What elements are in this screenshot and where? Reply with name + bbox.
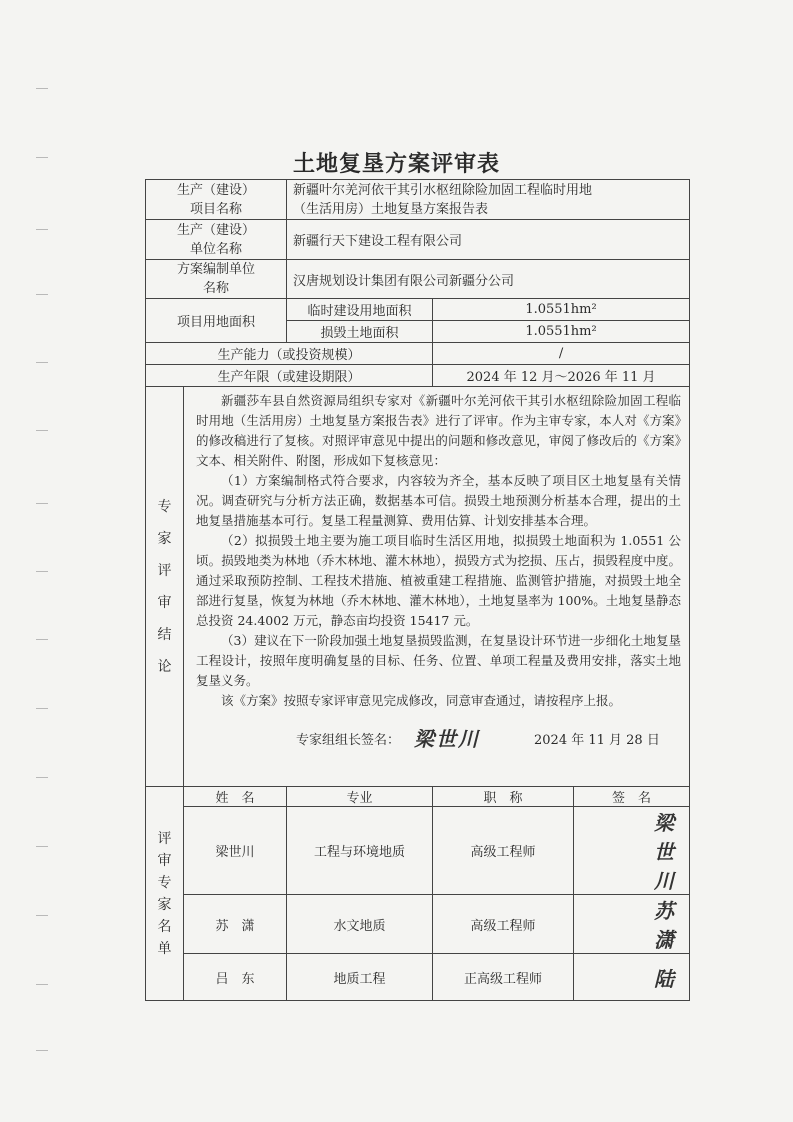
expert-list-label: 评 审 专 家 名 单 xyxy=(146,787,184,1001)
expert-review-label: 专 家 评 审 结 论 xyxy=(146,387,184,787)
margin-mark xyxy=(36,88,48,89)
review-form-table xyxy=(145,179,690,1001)
col-header-title: 职 称 xyxy=(433,787,574,807)
compiler-unit-value: 汉唐规划设计集团有限公司新疆分公司 xyxy=(287,260,690,299)
expert-major: 工程与环境地质 xyxy=(287,807,433,895)
expert-major: 地质工程 xyxy=(287,954,433,1001)
capacity-row xyxy=(146,343,690,365)
margin-mark xyxy=(36,294,48,295)
margin-mark xyxy=(36,571,48,572)
temp-area-value: 1.0551hm² xyxy=(433,299,690,321)
leader-sign-label: 专家组组长签名： xyxy=(296,733,401,748)
margin-mark xyxy=(36,846,48,847)
expert-review-content xyxy=(184,387,690,787)
margin-mark xyxy=(36,915,48,916)
compiler-unit-row xyxy=(146,260,690,299)
margin-mark xyxy=(36,708,48,709)
period-label: 生产年限（或建设期限） xyxy=(146,365,433,387)
review-paragraph: 新疆莎车县自然资源局组织专家对《新疆叶尔羌河依干其引水枢纽除险加固工程临时用地（生活用房）土地复垦方案报告表》进行了评审。作为主审专家，本人对《方案》的修改稿进行了复核。对照评审意见中提出的问题和修改意见，审阅了修改后的《方案》文本、相关附件、附图，形成如下复核意见： xyxy=(196,393,682,468)
period-row xyxy=(146,365,690,387)
margin-mark xyxy=(36,777,48,778)
construction-unit-label: 生产（建设） 单位名称 xyxy=(146,220,287,260)
expert-review-row xyxy=(146,387,690,787)
col-header-signature: 签 名 xyxy=(574,787,690,807)
expert-name: 梁世川 xyxy=(184,807,287,895)
margin-mark xyxy=(36,430,48,431)
construction-unit-row xyxy=(146,220,690,260)
project-name-value: 新疆叶尔羌河依干其引水枢纽除险加固工程临时用地 （生活用房）土地复垦方案报告表 xyxy=(287,180,690,220)
table-row xyxy=(146,807,690,895)
margin-mark xyxy=(36,503,48,504)
col-header-major: 专业 xyxy=(287,787,433,807)
capacity-label: 生产能力（或投资规模） xyxy=(146,343,433,365)
capacity-value: / xyxy=(433,343,690,365)
page-title: 土地复垦方案评审表 xyxy=(292,152,500,177)
damaged-area-value: 1.0551hm² xyxy=(433,321,690,343)
sign-date: 2024 年 11 月 28 日 xyxy=(534,733,660,748)
leader-signature: 梁世川 xyxy=(414,727,480,751)
expert-major: 水文地质 xyxy=(287,895,433,954)
table-row xyxy=(146,954,690,1001)
damaged-area-label: 损毁土地面积 xyxy=(287,321,433,343)
table-row xyxy=(146,895,690,954)
expert-name: 吕 东 xyxy=(184,954,287,1001)
col-header-name: 姓 名 xyxy=(184,787,287,807)
expert-title: 高级工程师 xyxy=(433,895,574,954)
expert-title: 正高级工程师 xyxy=(433,954,574,1001)
expert-name: 苏 潇 xyxy=(184,895,287,954)
expert-title: 高级工程师 xyxy=(433,807,574,895)
review-paragraph: （2）拟损毁土地主要为施工项目临时生活区用地，拟损毁土地面积为 1.0551 公顷。损毁地类为林地（乔木林地、灌木林地），损毁方式为挖损、压占，损毁程度中度。通过采取预防控制、工程技术措施、植被重建工程措施、监测管护措施，对损毁土地全部进行复垦，恢复为林地（乔木林地、灌木林地），土地复垦率为 100%。土地复垦静态总投资 24.4002 万元，静态亩均投资 15417 元。 xyxy=(196,533,682,628)
expert-signature: 陆 xyxy=(654,966,677,991)
period-value: 2024 年 12 月～2026 年 11 月 xyxy=(433,365,690,387)
compiler-unit-label: 方案编制单位 名称 xyxy=(146,260,287,299)
margin-mark xyxy=(36,1050,48,1051)
margin-mark xyxy=(36,362,48,363)
margin-mark xyxy=(36,229,48,230)
temp-area-row xyxy=(146,299,690,321)
land-area-label: 项目用地面积 xyxy=(146,299,287,343)
review-paragraph: （1）方案编制格式符合要求，内容较为齐全，基本反映了项目区土地复垦有关情况。调查研究与分析方法正确，数据基本可信。损毁土地预测分析基本合理，提出的土地复垦措施基本可行。复垦工程量测算、费用估算、计划安排基本合理。 xyxy=(196,473,682,528)
experts-header-row xyxy=(146,787,690,807)
margin-mark xyxy=(36,984,48,985)
temp-area-label: 临时建设用地面积 xyxy=(287,299,433,321)
review-paragraph: 该《方案》按照专家评审意见完成修改，同意审查通过，请按程序上报。 xyxy=(221,693,622,708)
expert-signature-cell xyxy=(574,807,690,895)
expert-signature-cell xyxy=(574,895,690,954)
expert-signature-cell xyxy=(574,954,690,1001)
expert-signature: 梁世川 xyxy=(654,811,677,893)
leader-sign-line xyxy=(196,725,681,751)
expert-signature: 苏潇 xyxy=(654,899,677,952)
project-name-label: 生产（建设） 项目名称 xyxy=(146,180,287,220)
project-name-row xyxy=(146,180,690,220)
construction-unit-value: 新疆行天下建设工程有限公司 xyxy=(287,220,690,260)
review-paragraph: （3）建议在下一阶段加强土地复垦损毁监测，在复垦设计环节进一步细化土地复垦工程设计，按照年度明确复垦的目标、任务、位置、单项工程量及费用安排，落实土地复垦义务。 xyxy=(196,633,682,688)
margin-mark xyxy=(36,639,48,640)
